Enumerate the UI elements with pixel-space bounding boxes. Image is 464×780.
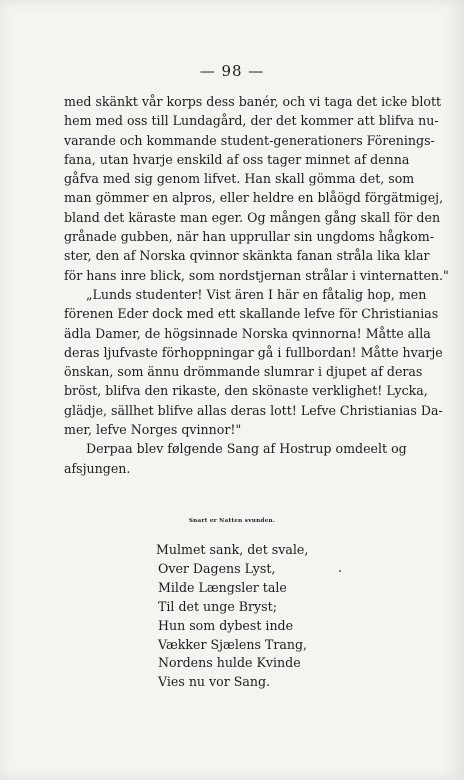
body-line: afsjungen. (64, 460, 131, 476)
ink-speck (339, 570, 341, 572)
poem-line: Vækker Sjælens Trang, (158, 636, 308, 652)
body-line: „Lunds studenter! Vist ären I här en fåtalig hop, men (86, 286, 427, 302)
body-line: ädla Damer, de högsinnade Norska qvinnorna! Måtte alla (64, 325, 431, 341)
poem-line: Mulmet sank, det svale, (156, 542, 309, 557)
body-line: ster, den af Norska qvinnor skänkta fanan stråla lika klar (64, 248, 430, 264)
body-line: varande och kommande student-generationers Förenings- (64, 132, 435, 148)
poem-line: Nordens hulde Kvinde (158, 655, 301, 671)
poem-line: Milde Længsler tale (158, 579, 287, 595)
body-line: hem med oss till Lundagård, der det kommer att blifva nu- (64, 113, 439, 129)
body-line: gåfva med sig genom lifvet. Han skall gömma det, som (64, 171, 415, 187)
poem-line: Vies nu vor Sang. (158, 674, 271, 690)
body-line: bland det käraste man eger. Og mången gång skall för den (64, 209, 441, 225)
poem-line: Over Dagens Lyst, (158, 560, 276, 576)
poem-line: Til det unge Bryst; (158, 598, 277, 614)
body-text (64, 92, 449, 478)
body-line: önskan, som ännu drömmande slumrar i djupet af deras (64, 364, 423, 380)
song-heading: Snart er Natten svunden. (188, 518, 276, 524)
body-line: för hans inre blick, som nordstjernan strålar i vinternatten." (64, 267, 449, 283)
body-line: mer, lefve Norges qvinnor!" (64, 422, 242, 438)
body-line: förenen Eder dock med ett skallande lefve för Christianias (64, 306, 439, 322)
body-line: grånade gubben, när han upprullar sin ungdoms hågkom- (64, 229, 434, 245)
song-poem (156, 541, 308, 692)
page-number: — 98 — (199, 62, 265, 80)
poem-line: Hun som dybest inde (158, 617, 294, 633)
body-line: med skänkt vår korps dess banér, och vi taga det icke blott (64, 94, 442, 109)
body-line: bröst, blifva den rikaste, den skönaste verklighet! Lycka, (64, 383, 428, 399)
body-line: fana, utan hvarje enskild af oss tager minnet af denna (64, 151, 410, 167)
body-line: man gömmer en alpros, eller heldre en blåögd förgätmigej, (64, 190, 444, 206)
body-line: Derpaa blev følgende Sang af Hostrup omdeelt og (86, 441, 407, 457)
body-line: deras ljufvaste förhoppningar gå i fullbordan! Måtte hvarje (64, 344, 443, 360)
body-line: glädje, sällhet blifve allas deras lott! Lefve Christianias Da- (64, 402, 443, 418)
